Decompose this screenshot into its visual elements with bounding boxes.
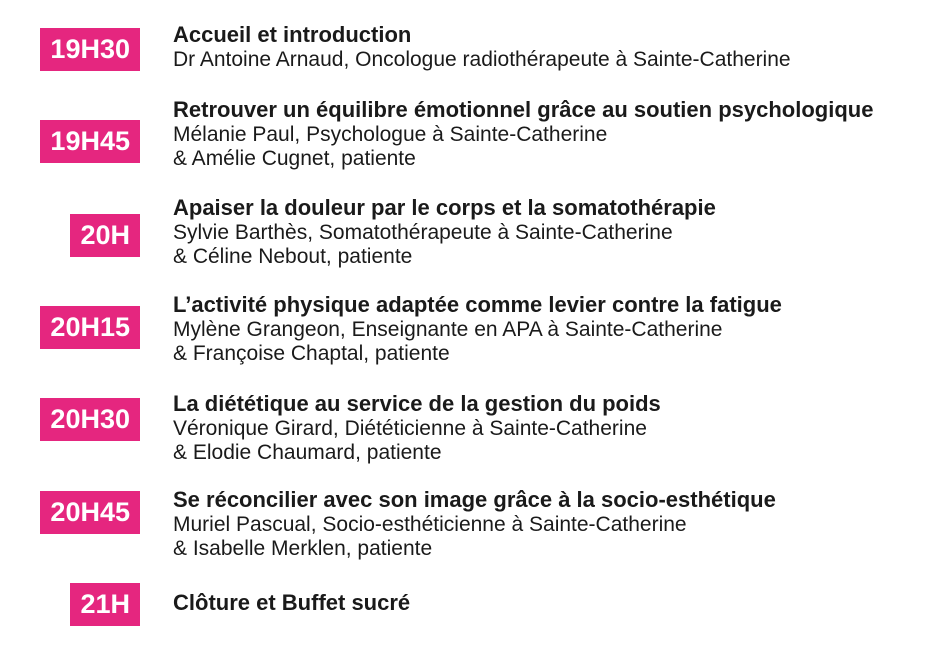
session-title: Clôture et Buffet sucré (173, 590, 411, 615)
speaker-line: & Elodie Chaumard, patiente (173, 441, 442, 464)
session-title: Se réconcilier avec son image grâce à la socio-esthétique (173, 487, 776, 512)
time-badge: 20H15 (40, 306, 140, 349)
schedule-entry (173, 390, 943, 465)
time-badge: 19H45 (40, 120, 140, 163)
schedule-entry (173, 21, 943, 72)
schedule-entry (173, 589, 943, 616)
speaker-line: & Isabelle Merklen, patiente (173, 537, 433, 560)
time-badge: 20H (70, 214, 140, 257)
schedule-entry (173, 194, 943, 269)
speaker-line: Dr Antoine Arnaud, Oncologue radiothérapeute à Sainte-Catherine (173, 48, 791, 71)
session-title: L’activité physique adaptée comme levier contre la fatigue (173, 292, 782, 317)
time-badge: 21H (70, 583, 140, 626)
session-title: La diététique au service de la gestion du poids (173, 391, 661, 416)
session-title: Apaiser la douleur par le corps et la somatothérapie (173, 195, 716, 220)
session-title: Accueil et introduction (173, 22, 412, 47)
speaker-line: Véronique Girard, Diététicienne à Sainte-Catherine (173, 417, 647, 440)
speaker-line: & Amélie Cugnet, patiente (173, 147, 416, 170)
time-badge: 20H30 (40, 398, 140, 441)
speaker-line: & Françoise Chaptal, patiente (173, 342, 450, 365)
speaker-line: Sylvie Barthès, Somatothérapeute à Sainte-Catherine (173, 221, 673, 244)
schedule-entry (173, 96, 943, 171)
schedule-entry (173, 486, 943, 561)
speaker-line: Mélanie Paul, Psychologue à Sainte-Catherine (173, 123, 608, 146)
speaker-line: Muriel Pascual, Socio-esthéticienne à Sainte-Catherine (173, 513, 687, 536)
session-title: Retrouver un équilibre émotionnel grâce au soutien psychologique (173, 97, 874, 122)
speaker-line: & Céline Nebout, patiente (173, 245, 413, 268)
time-badge: 19H30 (40, 28, 140, 71)
time-badge: 20H45 (40, 491, 140, 534)
speaker-line: Mylène Grangeon, Enseignante en APA à Sainte-Catherine (173, 318, 723, 341)
schedule-entry (173, 291, 943, 366)
